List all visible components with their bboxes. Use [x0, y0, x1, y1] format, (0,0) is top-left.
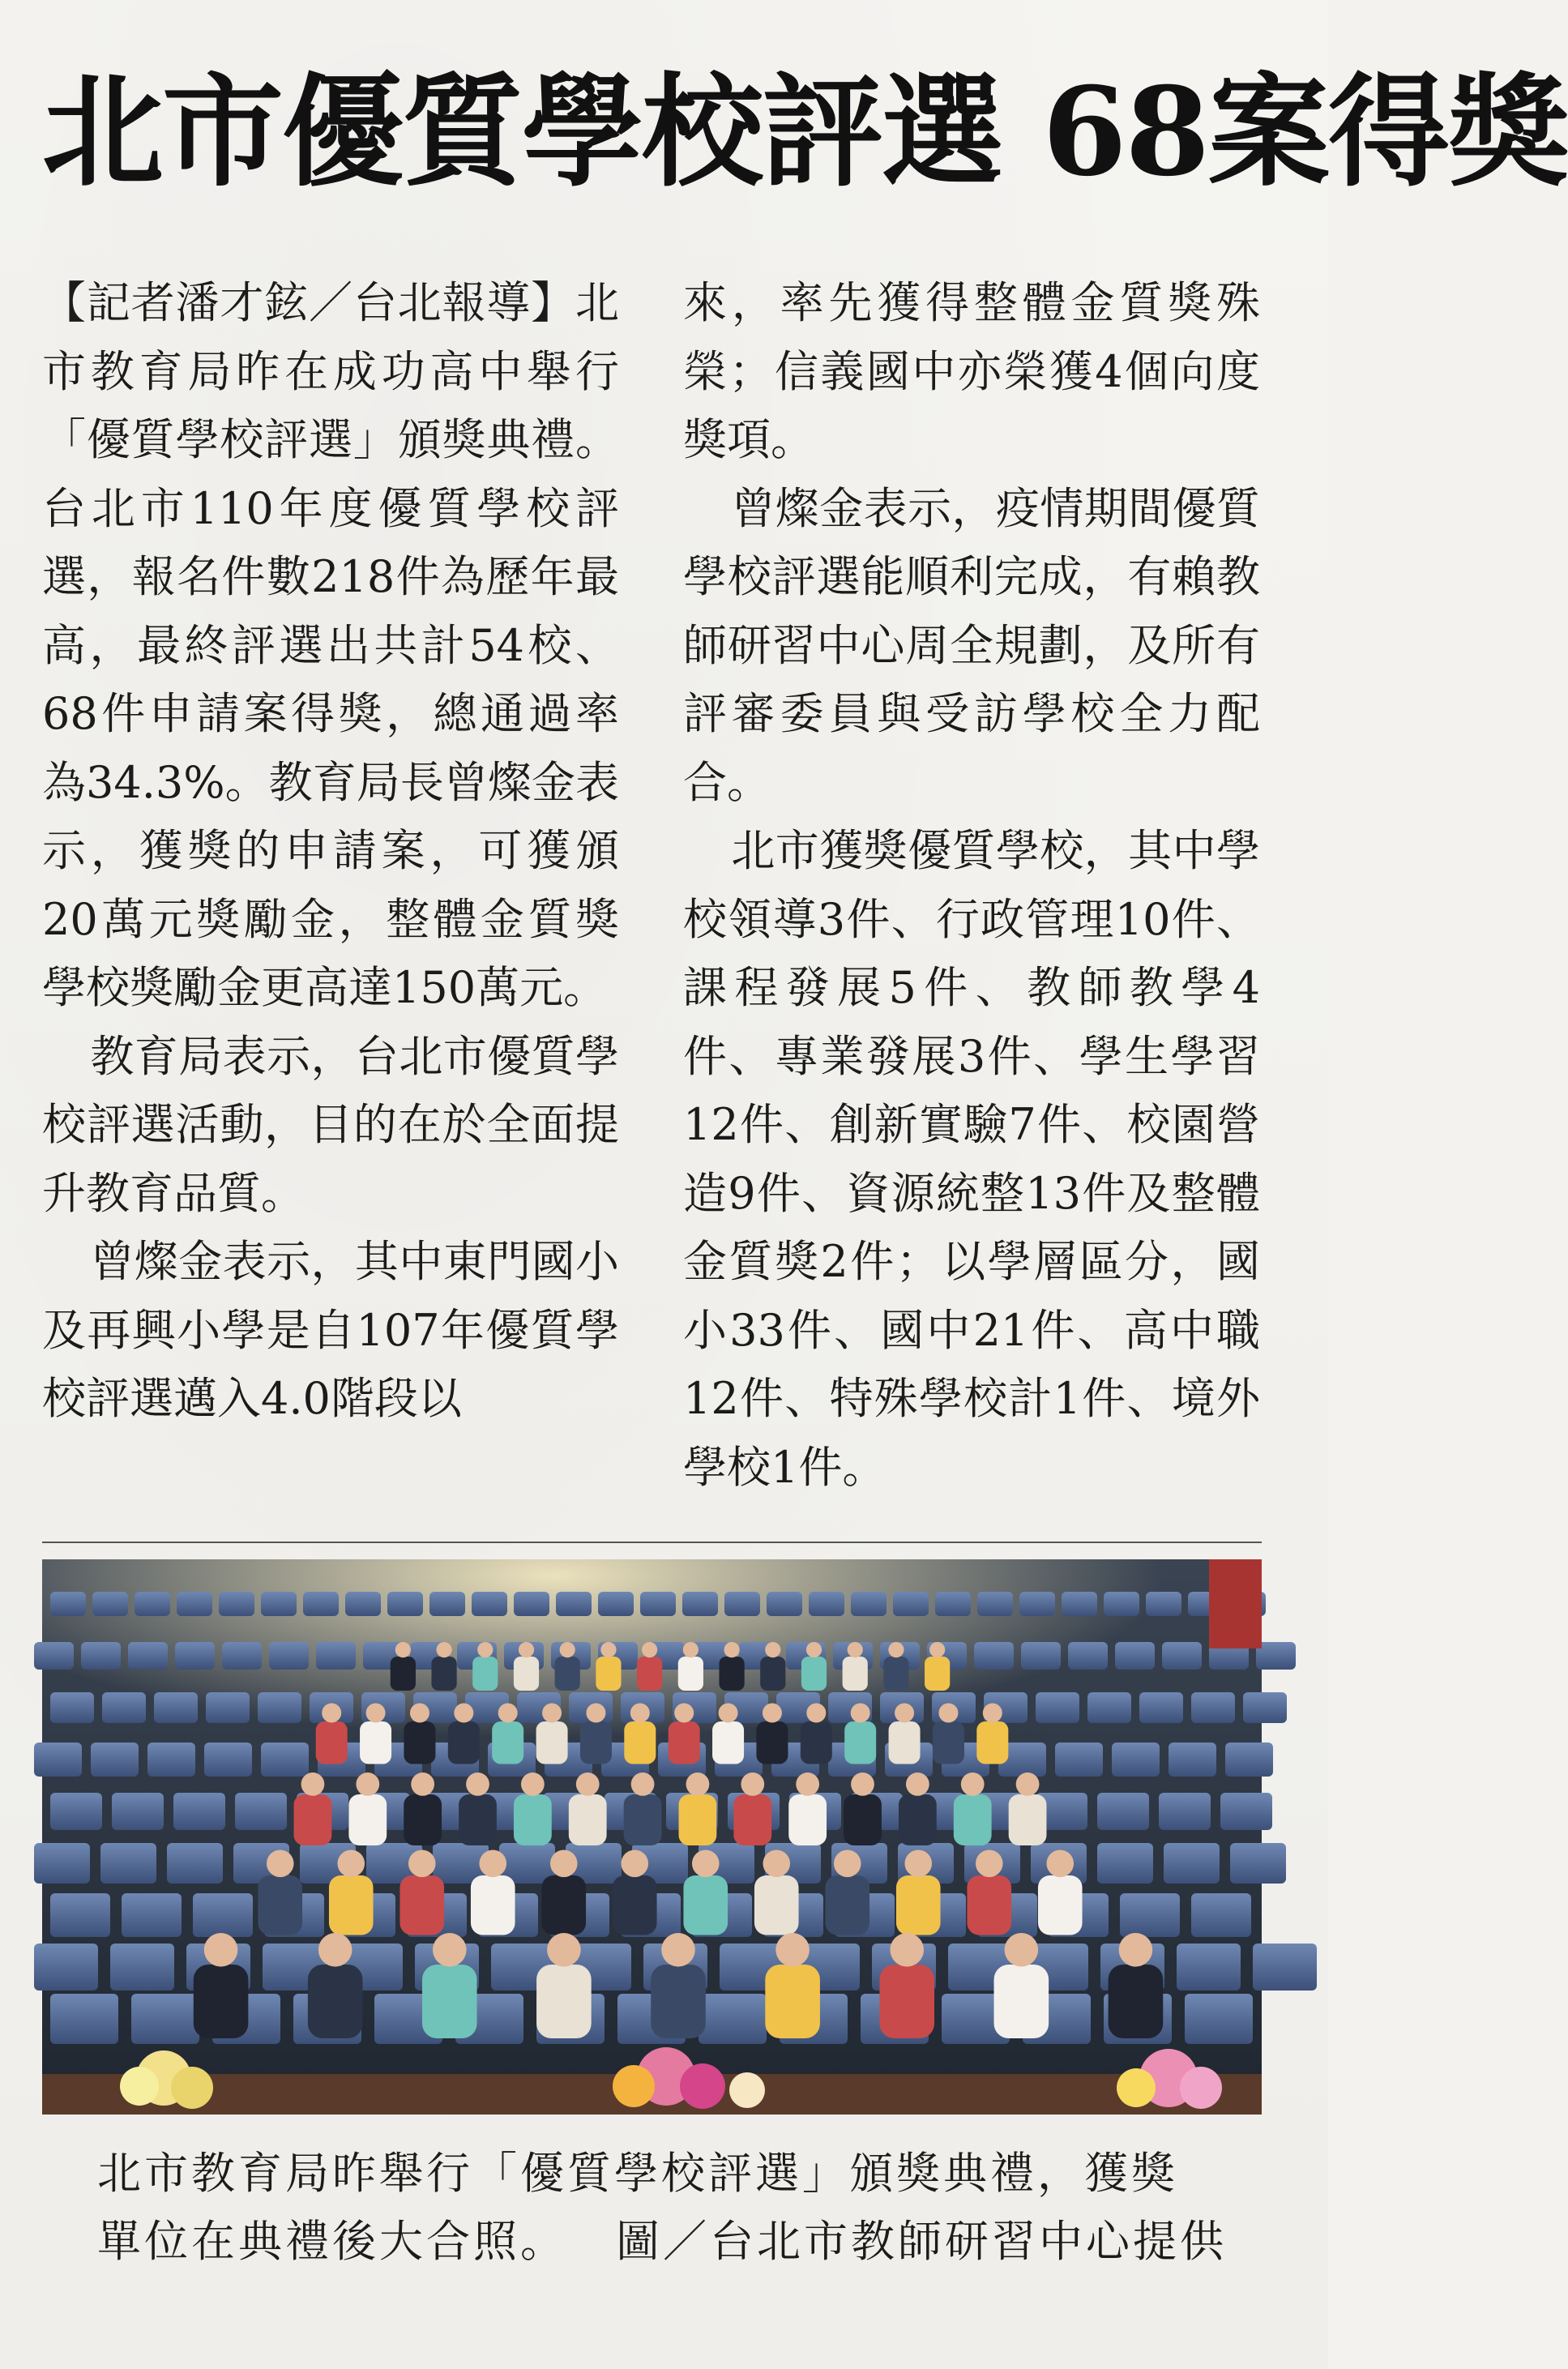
attendee-body	[596, 1657, 621, 1691]
attendee-head	[983, 1704, 1002, 1723]
attendee-head	[961, 1772, 985, 1796]
attendee-body	[883, 1657, 908, 1691]
auditorium-seat	[767, 1592, 802, 1616]
attendee-head	[550, 1850, 578, 1878]
attendee-body	[541, 1875, 586, 1935]
attendee-head	[519, 1642, 534, 1657]
auditorium-seat	[316, 1642, 356, 1670]
auditorium-seat	[92, 1592, 128, 1616]
attendee-body	[404, 1794, 442, 1845]
attendee-body	[348, 1794, 387, 1845]
attendee-body	[471, 1875, 515, 1935]
attendee-head	[763, 1850, 790, 1878]
auditorium-seat	[1120, 1893, 1180, 1937]
attendee-body	[492, 1721, 523, 1764]
attendee-body	[1038, 1875, 1083, 1935]
attendee-head	[661, 1933, 695, 1967]
attendee-body	[514, 1657, 539, 1691]
attendee-head	[204, 1933, 238, 1967]
attendee-head	[851, 1772, 874, 1796]
article-column-left	[42, 269, 619, 1434]
attendee-body	[954, 1794, 992, 1845]
attendee-body	[459, 1794, 497, 1845]
attendee-body	[899, 1794, 937, 1845]
attendee-head	[542, 1704, 562, 1723]
caption-line-1: 北市教育局昨舉行「優質學校評選」頒獎典禮，獲獎	[97, 2148, 1178, 2199]
auditorium-seat	[147, 1743, 195, 1777]
attendee-head	[741, 1772, 764, 1796]
attendee-head	[337, 1850, 365, 1878]
paragraph-1: 【記者潘才鉉／台北報導】北市教育局昨在成功高中舉行「優質學校評選」頒獎典禮。台北市110年度優質學校評選，報名件數218件為歷年最高，最終評選出共計54校、68件申請案得獎，總通過率為34.3%。教育局長曾燦金表示，獲獎的申請案，可獲頒20萬元獎勵金，整體金質獎學校獎勵金更高達150萬元。	[42, 277, 619, 1013]
attendee-head	[763, 1704, 782, 1723]
attendee-body	[801, 1657, 827, 1691]
auditorium-seat	[50, 1893, 110, 1937]
attendee-head	[806, 1704, 826, 1723]
attendee-head	[366, 1704, 386, 1723]
auditorium-seat	[1021, 1642, 1061, 1670]
auditorium-seat	[135, 1592, 170, 1616]
attendee-head	[1046, 1850, 1074, 1878]
auditorium-seat	[1062, 1592, 1097, 1616]
attendee-body	[580, 1721, 612, 1764]
attendee-body	[422, 1965, 477, 2038]
caption-line-2: 單位在典禮後大合照。	[97, 2216, 567, 2267]
article-column-right	[683, 269, 1260, 1502]
attendee-head	[929, 1642, 945, 1657]
auditorium-seat	[261, 1592, 297, 1616]
column-divider-rule	[42, 1542, 1262, 1543]
group-photo	[42, 1559, 1262, 2115]
auditorium-seat	[175, 1642, 215, 1670]
attendee-body	[448, 1721, 480, 1764]
attendee-head	[796, 1772, 819, 1796]
attendee-head	[904, 1850, 932, 1878]
paragraph-4: 曾燦金表示，疫情期間優質學校評選能順利完成，有賴教師研習中心周全規劃，及所有評審委員與受訪學校全力配合。	[683, 482, 1260, 808]
auditorium-seat	[50, 1592, 86, 1616]
auditorium-seat	[1112, 1743, 1160, 1777]
attendee-body	[669, 1721, 700, 1764]
auditorium-seat	[1087, 1692, 1131, 1723]
auditorium-seat	[154, 1692, 198, 1723]
auditorium-seat	[1191, 1692, 1235, 1723]
attendee-body	[472, 1657, 498, 1691]
auditorium-seat	[112, 1793, 164, 1830]
attendee-body	[801, 1721, 832, 1764]
attendee-head	[851, 1704, 870, 1723]
attendee-body	[719, 1657, 744, 1691]
attendee-body	[1109, 1965, 1164, 2038]
auditorium-seat	[81, 1642, 121, 1670]
attendee-head	[775, 1933, 810, 1967]
attendee-body	[896, 1875, 941, 1935]
attendee-body	[844, 1721, 876, 1764]
attendee-head	[356, 1772, 379, 1796]
red-banner	[1209, 1559, 1262, 1648]
attendee-head	[890, 1933, 924, 1967]
attendee-head	[560, 1642, 575, 1657]
auditorium-seat	[1225, 1743, 1273, 1777]
attendee-head	[600, 1642, 616, 1657]
auditorium-seat	[699, 1994, 767, 2044]
auditorium-seat	[193, 1893, 253, 1937]
attendee-body	[925, 1657, 950, 1691]
attendee-head	[719, 1704, 738, 1723]
auditorium-seat	[1220, 1793, 1272, 1830]
attendee-head	[1119, 1933, 1153, 1967]
attendee-body	[391, 1657, 416, 1691]
attendee-head	[895, 1704, 914, 1723]
attendee-body	[555, 1657, 580, 1691]
auditorium-seat	[50, 1994, 118, 2044]
paragraph-3-continued: 來，率先獲得整體金質獎殊榮；信義國中亦榮獲4個向度獎項。	[683, 277, 1260, 465]
auditorium-seat	[1104, 1592, 1139, 1616]
attendee-body	[399, 1875, 444, 1935]
auditorium-seat	[34, 1743, 82, 1777]
attendee-head	[1005, 1933, 1039, 1967]
attendee-body	[431, 1657, 456, 1691]
auditorium-seat	[50, 1692, 94, 1723]
attendee-head	[642, 1642, 657, 1657]
attendee-head	[411, 1772, 434, 1796]
attendee-body	[933, 1721, 964, 1764]
attendee-body	[844, 1794, 882, 1845]
attendee-head	[436, 1642, 451, 1657]
attendee-head	[586, 1704, 605, 1723]
attendee-head	[765, 1642, 780, 1657]
auditorium-seat	[1191, 1893, 1251, 1937]
auditorium-seat	[1019, 1592, 1055, 1616]
attendee-body	[788, 1794, 827, 1845]
attendee-body	[843, 1657, 868, 1691]
auditorium-seat	[1162, 1642, 1202, 1670]
attendee-head	[674, 1704, 694, 1723]
auditorium-seat	[167, 1843, 223, 1884]
auditorium-seat	[429, 1592, 465, 1616]
attendee-head	[1016, 1772, 1040, 1796]
auditorium-seat	[122, 1893, 182, 1937]
attendee-body	[624, 1794, 662, 1845]
auditorium-seat	[1139, 1692, 1183, 1723]
auditorium-seat	[974, 1642, 1014, 1670]
attendee-body	[329, 1875, 374, 1935]
auditorium-seat	[1256, 1642, 1296, 1670]
auditorium-seat	[977, 1592, 1013, 1616]
auditorium-seat	[809, 1592, 844, 1616]
attendee-head	[454, 1704, 473, 1723]
attendee-head	[433, 1933, 467, 1967]
attendee-body	[624, 1721, 656, 1764]
attendee-body	[308, 1965, 363, 2038]
auditorium-seat	[345, 1592, 381, 1616]
attendee-body	[651, 1965, 706, 2038]
attendee-head	[692, 1850, 720, 1878]
auditorium-seat	[235, 1793, 287, 1830]
attendee-body	[683, 1875, 728, 1935]
attendee-head	[267, 1850, 294, 1878]
auditorium-seat	[204, 1743, 252, 1777]
auditorium-seat	[724, 1592, 760, 1616]
attendee-body	[678, 1657, 703, 1691]
auditorium-seat	[222, 1642, 262, 1670]
auditorium-seat	[219, 1592, 254, 1616]
attendee-body	[316, 1721, 348, 1764]
attendee-body	[404, 1721, 435, 1764]
attendee-body	[733, 1794, 771, 1845]
attendee-head	[498, 1704, 518, 1723]
attendee-body	[889, 1721, 921, 1764]
attendee-body	[679, 1794, 717, 1845]
attendee-head	[479, 1850, 506, 1878]
attendee-body	[536, 1965, 592, 2038]
auditorium-seat	[34, 1843, 90, 1884]
paragraph-5: 北市獲獎優質學校，其中學校領導3件、行政管理10件、課程發展5件、教師教學4件、專業發展3件、學生學習12件、創新實驗7件、校園營造9件、資源統整13件及整體金質獎2件；以學層區分，國小33件、國中21件、高中職12件、特殊學校計1件、境外學校1件。	[683, 825, 1260, 1493]
attendee-head	[301, 1772, 325, 1796]
attendee-head	[466, 1772, 489, 1796]
attendee-head	[322, 1704, 341, 1723]
attendee-body	[754, 1875, 799, 1935]
attendee-body	[613, 1875, 657, 1935]
attendee-head	[906, 1772, 929, 1796]
auditorium-seat	[91, 1743, 139, 1777]
auditorium-seat	[1164, 1843, 1220, 1884]
auditorium-seat	[269, 1642, 309, 1670]
attendee-body	[879, 1965, 934, 2038]
attendee-head	[630, 1704, 650, 1723]
attendee-body	[712, 1721, 744, 1764]
auditorium-seat	[514, 1592, 549, 1616]
attendee-body	[637, 1657, 662, 1691]
attendee-body	[194, 1965, 249, 2038]
auditorium-seat	[102, 1692, 146, 1723]
attendee-head	[521, 1772, 545, 1796]
attendee-head	[408, 1850, 436, 1878]
auditorium-seat	[556, 1592, 592, 1616]
auditorium-photo-illustration	[42, 1559, 1262, 2115]
attendee-body	[765, 1965, 820, 2038]
auditorium-seat	[1159, 1793, 1211, 1830]
auditorium-seat	[1068, 1642, 1108, 1670]
attendee-head	[686, 1772, 710, 1796]
attendee-body	[536, 1721, 568, 1764]
auditorium-seat	[131, 1994, 199, 2044]
caption-line-2-wrap	[97, 2208, 1264, 2276]
auditorium-seat	[303, 1592, 339, 1616]
auditorium-seat	[1115, 1642, 1155, 1670]
attendee-head	[724, 1642, 739, 1657]
attendee-head	[318, 1933, 352, 1967]
auditorium-seat	[1243, 1692, 1287, 1723]
attendee-head	[938, 1704, 958, 1723]
auditorium-seat	[1146, 1592, 1181, 1616]
auditorium-seat	[1055, 1743, 1103, 1777]
paragraph-2: 教育局表示，台北市優質學校評選活動，目的在於全面提升教育品質。	[42, 1030, 619, 1219]
photo-caption	[97, 2140, 1264, 2276]
attendee-head	[976, 1850, 1003, 1878]
auditorium-seat	[110, 1944, 174, 1991]
auditorium-seat	[893, 1592, 929, 1616]
attendee-body	[258, 1875, 302, 1935]
auditorium-seat	[206, 1692, 250, 1723]
attendee-head	[848, 1642, 863, 1657]
auditorium-seat	[1177, 1944, 1241, 1991]
attendee-body	[825, 1875, 869, 1935]
auditorium-seat	[258, 1692, 301, 1723]
attendee-body	[569, 1794, 607, 1845]
auditorium-seat	[598, 1592, 634, 1616]
auditorium-seat	[1036, 1692, 1079, 1723]
auditorium-seat	[100, 1843, 156, 1884]
auditorium-seat	[640, 1592, 676, 1616]
attendee-body	[976, 1721, 1008, 1764]
auditorium-seat	[935, 1592, 971, 1616]
auditorium-seat	[128, 1642, 168, 1670]
auditorium-seat	[1169, 1743, 1216, 1777]
attendee-head	[806, 1642, 822, 1657]
auditorium-seat	[851, 1592, 887, 1616]
attendee-head	[410, 1704, 429, 1723]
auditorium-seat	[1230, 1843, 1286, 1884]
auditorium-seat	[1097, 1843, 1153, 1884]
auditorium-seat	[177, 1592, 212, 1616]
photo-credit: 圖／台北市教師研習中心提供	[616, 2216, 1227, 2267]
attendee-body	[967, 1875, 1011, 1935]
auditorium-seat	[34, 1642, 74, 1670]
attendee-body	[1009, 1794, 1047, 1845]
auditorium-seat	[682, 1592, 718, 1616]
attendee-head	[576, 1772, 600, 1796]
auditorium-seat	[472, 1592, 507, 1616]
auditorium-seat	[1185, 1994, 1253, 2044]
auditorium-seat	[34, 1944, 98, 1991]
paragraph-3: 曾燦金表示，其中東門國小及再興小學是自107年優質學校評選邁入4.0階段以	[42, 1236, 619, 1424]
attendee-head	[683, 1642, 699, 1657]
attendee-head	[888, 1642, 904, 1657]
attendee-body	[294, 1794, 332, 1845]
attendee-head	[834, 1850, 861, 1878]
attendee-body	[514, 1794, 552, 1845]
auditorium-seat	[1253, 1944, 1317, 1991]
attendee-head	[547, 1933, 581, 1967]
attendee-body	[760, 1657, 785, 1691]
auditorium-seat	[1097, 1793, 1149, 1830]
auditorium-seat	[387, 1592, 423, 1616]
attendee-body	[994, 1965, 1049, 2038]
attendee-head	[621, 1850, 648, 1878]
attendee-head	[477, 1642, 493, 1657]
attendee-head	[631, 1772, 655, 1796]
attendee-body	[360, 1721, 391, 1764]
headline: 北市優質學校評選 68案得獎	[42, 61, 1568, 203]
attendee-head	[395, 1642, 411, 1657]
attendee-body	[756, 1721, 788, 1764]
auditorium-seat	[50, 1793, 102, 1830]
auditorium-seat	[261, 1743, 309, 1777]
auditorium-seat	[173, 1793, 225, 1830]
